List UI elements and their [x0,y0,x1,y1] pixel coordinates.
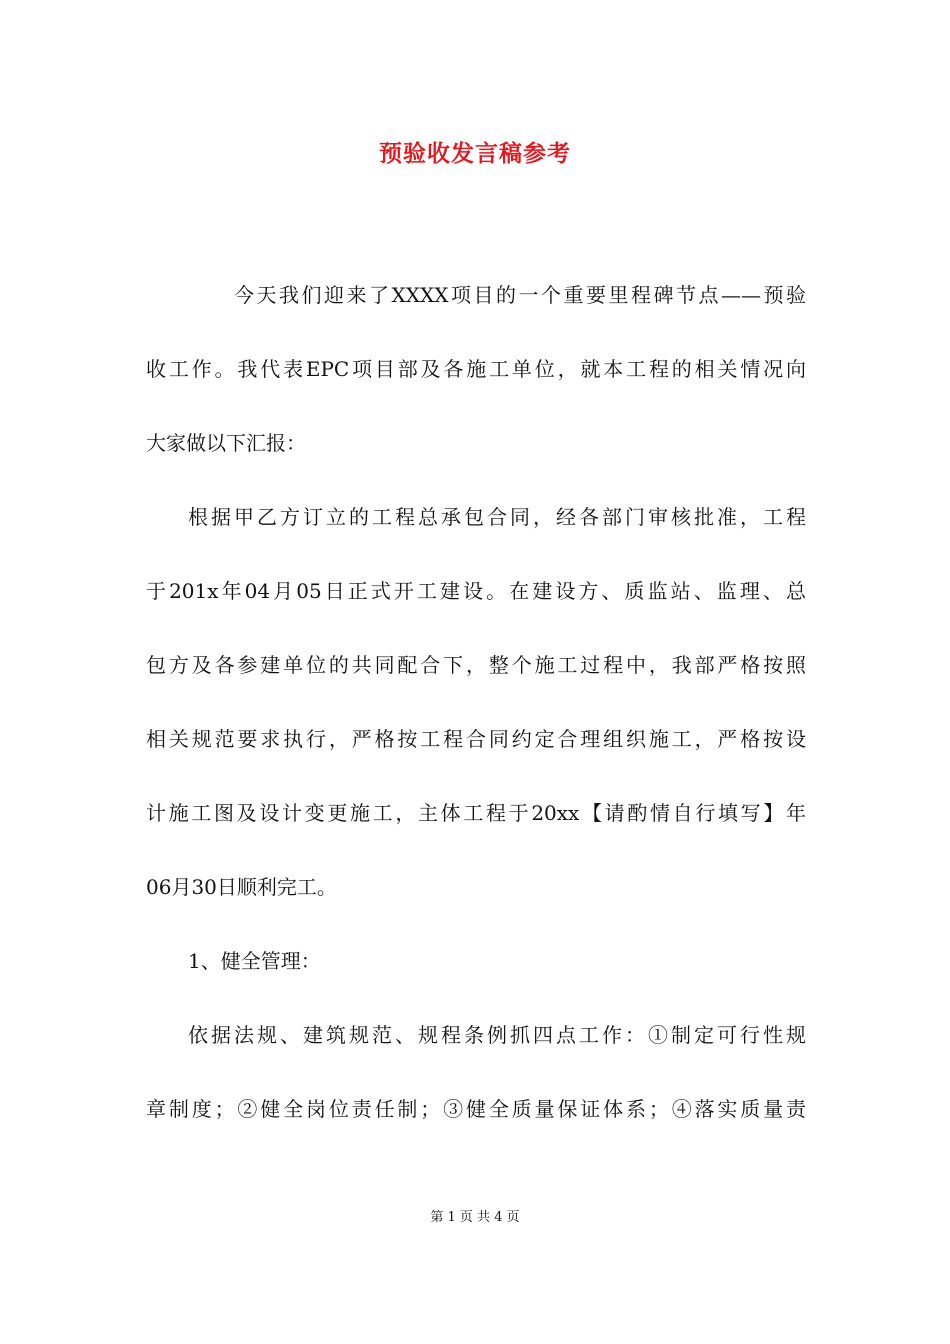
paragraph-1-line-1: 今天我们迎来了XXXX项目的一个重要里程碑节点——预验 [234,283,806,307]
paragraph-2-line-5: 计施工图及设计变更施工，主体工程于20xx【请酌情自行填写】年 [146,801,806,825]
section-heading-1: 1、健全管理： [188,949,321,973]
paragraph-2-line-2: 于201x年04月05日正式开工建设。在建设方、质监站、监理、总 [146,579,806,603]
paragraph-2-line-6: 06月30日顺利完工。 [146,875,337,899]
paragraph-1-line-2: 收工作。我代表EPC项目部及各施工单位，就本工程的相关情况向 [146,357,806,381]
paragraph-3-line-1: 依据法规、建筑规范、规程条例抓四点工作：①制定可行性规 [188,1023,806,1047]
paragraph-3-line-2: 章制度；②健全岗位责任制；③健全质量保证体系；④落实质量责 [146,1097,806,1121]
paragraph-2-line-3: 包方及各参建单位的共同配合下，整个施工过程中，我部严格按照 [146,653,806,677]
page-title: 预验收发言稿参考 [379,140,571,167]
paragraph-2-line-4: 相关规范要求执行，严格按工程合同约定合理组织施工，严格按设 [146,727,806,751]
page-number-footer: 第 1 页 共 4 页 [430,1210,520,1225]
paragraph-1-line-3: 大家做以下汇报： [146,431,306,455]
paragraph-2-line-1: 根据甲乙方订立的工程总承包合同，经各部门审核批准，工程 [188,505,806,529]
